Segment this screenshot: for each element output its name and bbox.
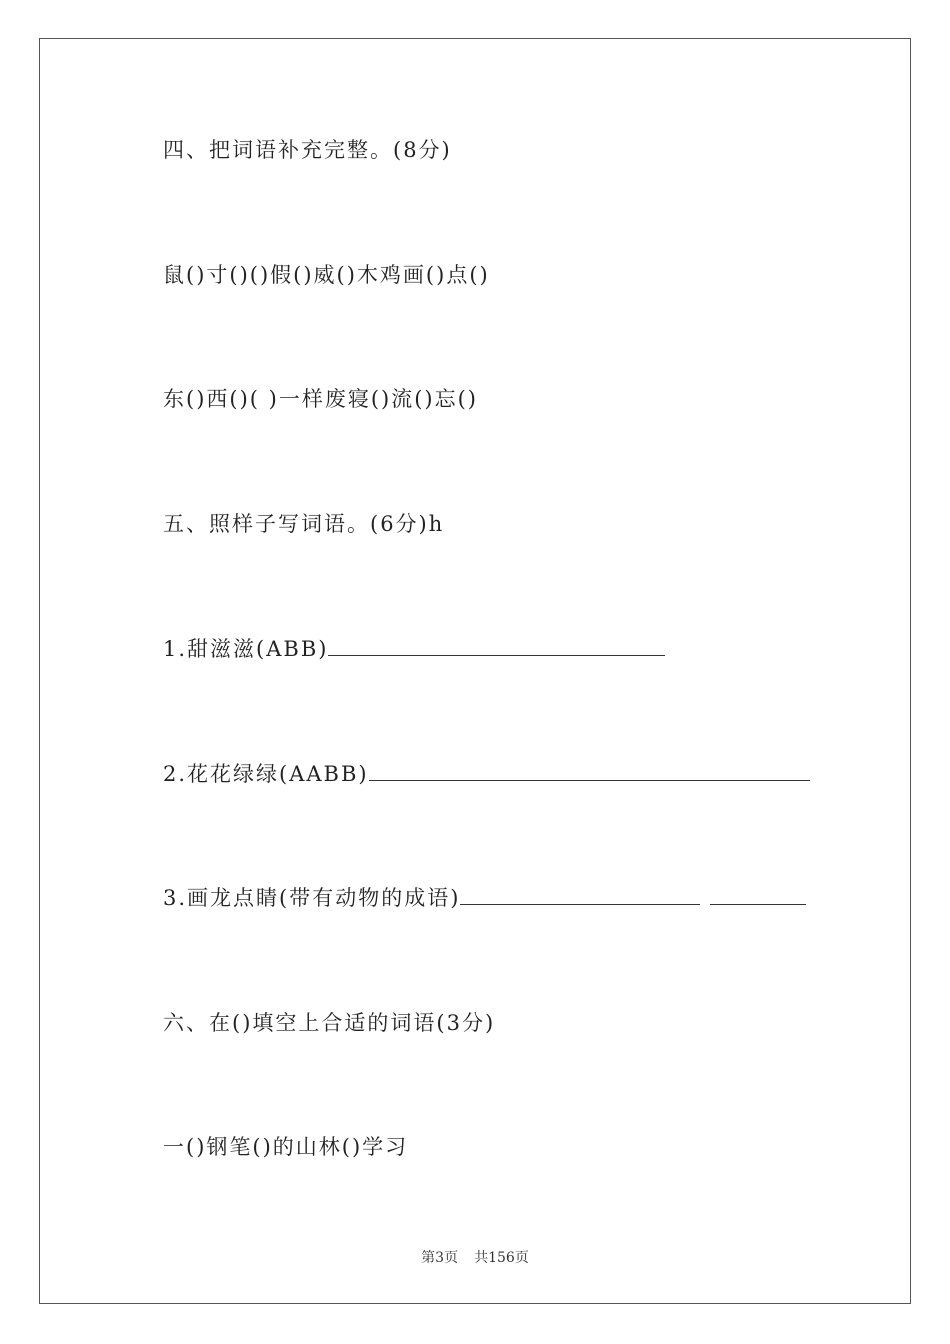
- section-four-heading: 四、把词语补充完整。(8分): [163, 138, 452, 162]
- exercise-aabb-prompt: 2.花花绿绿(AABB): [163, 762, 369, 786]
- fill-in-line-2: 东()西()( )一样废寝()流()忘(): [163, 387, 478, 411]
- exercise-abb: [163, 636, 665, 662]
- page-number: 第3页: [421, 1250, 459, 1266]
- page-border: [39, 38, 911, 1304]
- page-footer: [0, 1247, 950, 1267]
- fill-in-line-1: 鼠()寸()()假()威()木鸡画()点(): [163, 263, 490, 287]
- answer-blank-idiom-1[interactable]: [460, 886, 700, 905]
- answer-blank-abb[interactable]: [328, 637, 665, 656]
- exercise-animal-idiom-prompt: 3.画龙点睛(带有动物的成语): [163, 886, 461, 910]
- fill-in-line-3: 一()钢笔()的山林()学习: [163, 1135, 409, 1159]
- answer-blank-idiom-2[interactable]: [710, 886, 806, 905]
- exercise-aabb: [163, 761, 810, 787]
- section-five-heading: 五、照样子写词语。(6分)h: [163, 512, 445, 536]
- exercise-animal-idiom: [163, 885, 806, 911]
- section-six-heading: 六、在()填空上合适的词语(3分): [163, 1011, 496, 1035]
- exercise-abb-prompt: 1.甜滋滋(ABB): [163, 637, 329, 661]
- page-total: 共156页: [474, 1250, 529, 1266]
- answer-blank-aabb[interactable]: [369, 762, 810, 781]
